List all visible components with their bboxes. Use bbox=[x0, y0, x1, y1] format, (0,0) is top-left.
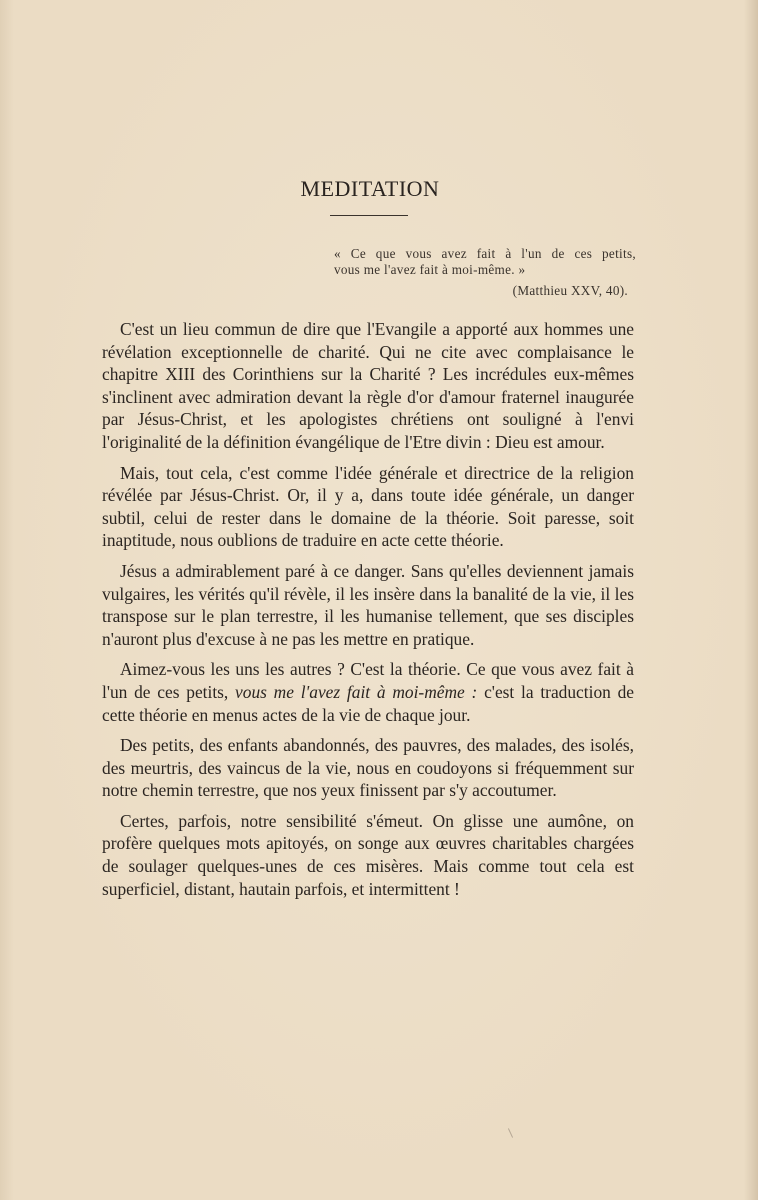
epigraph bbox=[334, 246, 636, 299]
body-text bbox=[102, 318, 634, 900]
paragraph-6: Certes, parfois, notre sensibilité s'émeut. On glisse une aumône, on profère quelques mots apitoyés, on songe aux œuvres charitables chargées de soulager quelques-unes de ces misères. Mais comme tout cela est superficiel, distant, hautain parfois, et intermittent ! bbox=[102, 810, 634, 899]
paragraph-5: Des petits, des enfants abandonnés, des pauvres, des malades, des isolés, des meurtris, des vaincus de la vie, nous en coudoyons si fréquemment sur notre chemin terrestre, que nos yeux finissent par s'y accoutumer. bbox=[102, 735, 634, 801]
epigraph-line-1: « Ce que vous avez fait à l'un de ces petits, bbox=[334, 246, 636, 261]
paragraph-4-text-after: c'est la traduction de cette théorie en menus actes de la vie de chaque jour. bbox=[102, 681, 635, 725]
page-title: MEDITATION bbox=[300, 176, 440, 201]
paper-mark bbox=[508, 1128, 513, 1137]
paragraph-4-italic-quote: vous me l'avez fait à moi-même : bbox=[235, 681, 478, 702]
paragraph-3: Jésus a admirablement paré à ce danger. Sans qu'elles deviennent jamais vulgaires, les vérités qu'il révèle, il les insère dans la banalité de la vie, il les transpose sur le plan terrestre, il les humanise tellement, que ses disciples n'auront plus d'excuse à ne pas les mettre en pratique. bbox=[102, 560, 634, 649]
epigraph-line-2: vous me l'avez fait à moi-même. » bbox=[334, 262, 526, 277]
title-rule bbox=[330, 215, 408, 216]
paragraph-2: Mais, tout cela, c'est comme l'idée générale et directrice de la religion révélée par Jésus-Christ. Or, il y a, dans toute idée générale, un danger subtil, celui de rester dans le domaine de la théorie. Soit paresse, soit inaptitude, nous oublions de traduire en acte cette théorie. bbox=[102, 462, 634, 551]
paragraph-4-text-before: Aimez-vous les uns les autres ? C'est la théorie. Ce que vous avez fait à l'un de ces petits, bbox=[102, 659, 634, 702]
paragraph-4 bbox=[102, 658, 634, 726]
epigraph-reference: (Matthieu XXV, 40). bbox=[512, 283, 628, 298]
paragraph-1: C'est un lieu commun de dire que l'Evangile a apporté aux hommes une révélation exceptionnelle de charité. Qui ne cite avec complaisance le chapitre XIII des Corinthiens sur la Charité ? Les incrédules eux-mêmes s'inclinent avec admiration devant la règle d'or d'amour fraternel inaugurée par Jésus-Christ, et les apologistes chrétiens ont souligné à l'envi l'originalité de la définition évangélique de l'Etre divin : Dieu est amour. bbox=[102, 319, 634, 452]
